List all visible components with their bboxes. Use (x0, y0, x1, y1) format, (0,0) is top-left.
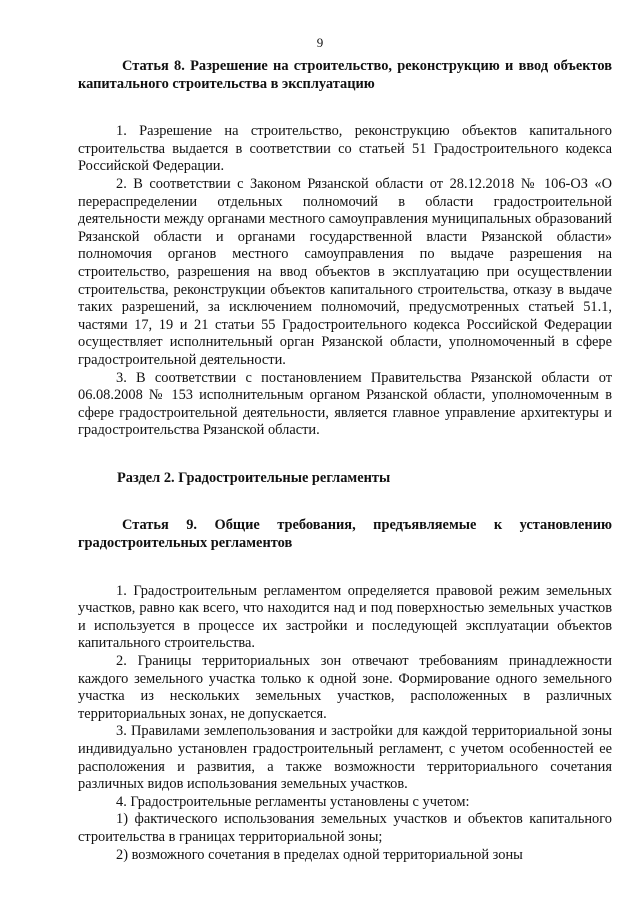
spacer (78, 440, 612, 470)
article-9-paragraph-4: 4. Градостроительные регламенты установлены с учетом: (116, 793, 470, 810)
section-2-heading: Раздел 2. Градостроительные регламенты (117, 469, 391, 486)
article-9-title: Статья 9. Общие требования, предъявляемые к установлению градостроительных регламентов (78, 517, 612, 552)
article-8-paragraph-3: 3. В соответствии с постановлением Правительства Рязанской области от 06.08.2008 № 153 исполнительным органом Рязанской области, уполномоченным в сфере градостроительной деятельности, является главное управление архитектуры и градостроительства Рязанской области. (78, 369, 612, 439)
article-9-heading (78, 517, 612, 552)
article-9-paragraph-1: 1. Градостроительным регламентом определяется правовой режим земельных участков, равно как всего, что находится над и под поверхностью земельных участков и используется в процессе их застройки и последующей эксплуатации объектов капитального строительства. (78, 582, 612, 652)
article-8-paragraph-2: 2. В соответствии с Законом Рязанской области от 28.12.2018 № 106-ОЗ «О перераспределении отдельных полномочий в области градостроительной деятельности между органами местного самоуправления муниципальных образований Рязанской области и органами государственной власти Рязанской области» полномочия органов местного самоуправления по выдаче разрешения на строительство, разрешения на ввод объектов в эксплуатацию при осуществлении строительства, реконструкции объектов капитального строительства, отказу в выдаче таких разрешений, за исключением полномочий, предусмотренных статьей 51.1, частями 17, 19 и 21 статьи 55 Градостроительного кодекса Российской Федерации осуществляет исполнительный орган Рязанской области, уполномоченный в сфере градостроительной деятельности. (78, 175, 612, 368)
article-8-heading (78, 58, 612, 93)
spacer (78, 487, 612, 517)
article-8-title: Статья 8. Разрешение на строительство, реконструкцию и ввод объектов капитального строительства в эксплуатацию (78, 58, 612, 92)
article-8-paragraph-1: 1. Разрешение на строительство, реконструкцию объектов капитального строительства выдается в соответствии со статьей 51 Градостроительного кодекса Российской Федерации. (78, 123, 612, 175)
article-9-paragraph-2: 2. Границы территориальных зон отвечают требованиям принадлежности каждого земельного участка только к одной зоне. Формирование одного земельного участка из нескольких земельных участков, расположенных в различных территориальных зонах, не допускается. (78, 653, 612, 722)
article-9-paragraph-3: 3. Правилами землепользования и застройки для каждой территориальной зоны индивидуально установлен градостроительный регламент, с учетом особенностей ее расположения и развития, а также возможности территориального сочетания различных видов использования земельных участков. (78, 723, 612, 793)
page-number: 9 (316, 35, 324, 50)
article-9-list-item-2: 2) возможного сочетания в пределах одной территориальной зоны (116, 846, 523, 863)
spacer (78, 93, 612, 123)
spacer (78, 553, 612, 583)
document-body (78, 58, 612, 864)
article-9-list-item-1: 1) фактического использования земельных участков и объектов капитального строительства в границах территориальной зоны; (78, 811, 612, 845)
